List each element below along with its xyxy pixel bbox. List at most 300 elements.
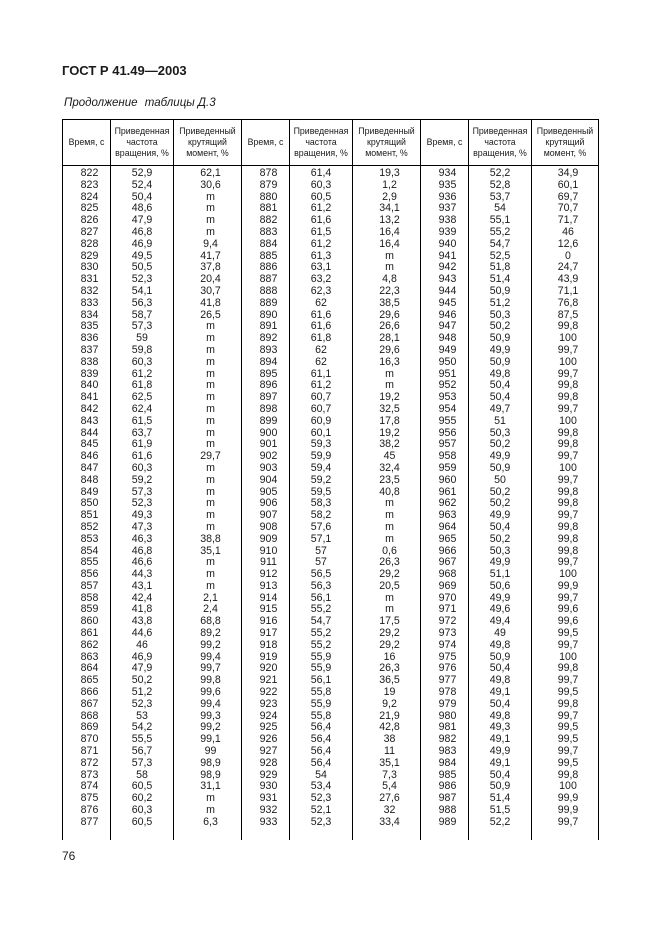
cell-torque: 13,2	[353, 215, 421, 227]
cell-time: 830	[63, 262, 111, 274]
cell-time: 869	[63, 722, 111, 734]
cell-torque: 9,4	[174, 239, 242, 251]
cell-torque: 0	[532, 251, 599, 263]
cell-speed: 46,8	[111, 546, 174, 558]
cell-torque: 99,6	[532, 604, 599, 616]
cell-torque: 99,7	[532, 640, 599, 652]
cell-torque: 99,3	[174, 711, 242, 723]
cell-torque: 99,7	[532, 475, 599, 487]
table-row	[63, 227, 599, 239]
cell-time: 852	[63, 522, 111, 534]
cell-time: 878	[242, 166, 290, 180]
cell-torque: 29,7	[174, 451, 242, 463]
table-row	[63, 463, 599, 475]
cell-torque: 23,5	[353, 475, 421, 487]
table-row	[63, 239, 599, 251]
cell-torque: 28,1	[353, 333, 421, 345]
cell-torque: 99,6	[174, 687, 242, 699]
header-torque-2: Приведенный крутящий момент, %	[353, 120, 421, 166]
cell-torque: 99,7	[532, 711, 599, 723]
cell-time: 978	[421, 687, 469, 699]
cell-time: 985	[421, 770, 469, 782]
cell-torque: 29,2	[353, 569, 421, 581]
cell-torque: 69,7	[532, 192, 599, 204]
cell-speed: 46	[111, 640, 174, 652]
cell-time: 842	[63, 404, 111, 416]
table-row	[63, 166, 599, 180]
cell-time: 922	[242, 687, 290, 699]
cell-speed: 51,4	[469, 793, 532, 805]
cell-time: 894	[242, 357, 290, 369]
cell-torque: 0,6	[353, 546, 421, 558]
cell-speed: 50,4	[469, 380, 532, 392]
cell-torque: 99,8	[532, 534, 599, 546]
cell-speed: 50,2	[469, 321, 532, 333]
cell-time: 903	[242, 463, 290, 475]
cell-time: 905	[242, 487, 290, 499]
cell-torque: 99,5	[532, 722, 599, 734]
cell-time: 896	[242, 380, 290, 392]
page-number: 76	[62, 849, 76, 863]
cell-torque: 36,5	[353, 675, 421, 687]
cell-time: 838	[63, 357, 111, 369]
cell-time: 854	[63, 546, 111, 558]
cell-speed: 43,1	[111, 581, 174, 593]
cell-speed: 49,9	[469, 451, 532, 463]
cell-speed: 60,3	[111, 463, 174, 475]
cell-speed: 49,4	[469, 616, 532, 628]
cell-torque: 20,4	[174, 274, 242, 286]
cell-time: 912	[242, 569, 290, 581]
cell-time: 946	[421, 310, 469, 322]
cell-time: 833	[63, 298, 111, 310]
cell-speed: 54,7	[469, 239, 532, 251]
cell-torque: m	[174, 793, 242, 805]
cell-time: 937	[421, 203, 469, 215]
cell-time: 822	[63, 166, 111, 180]
cell-time: 876	[63, 805, 111, 817]
cell-speed: 50,4	[469, 699, 532, 711]
cell-speed: 52,3	[111, 274, 174, 286]
cell-speed: 61,2	[290, 380, 353, 392]
cell-torque: 100	[532, 569, 599, 581]
cell-time: 932	[242, 805, 290, 817]
cell-speed: 56,1	[290, 675, 353, 687]
cell-speed: 51,5	[469, 805, 532, 817]
cell-speed: 53	[111, 711, 174, 723]
cell-torque: 99,8	[532, 498, 599, 510]
cell-torque: 99,7	[532, 369, 599, 381]
cell-speed: 60,3	[111, 805, 174, 817]
cell-speed: 44,3	[111, 569, 174, 581]
cell-time: 847	[63, 463, 111, 475]
cell-torque: 99,8	[532, 439, 599, 451]
cell-speed: 41,8	[111, 604, 174, 616]
cell-torque: 99,8	[532, 380, 599, 392]
cell-time: 970	[421, 593, 469, 605]
cell-speed: 46,9	[111, 652, 174, 664]
cell-speed: 60,1	[290, 428, 353, 440]
cell-speed: 50	[469, 475, 532, 487]
cell-speed: 60,5	[111, 781, 174, 793]
cell-time: 927	[242, 746, 290, 758]
cell-torque: 41,7	[174, 251, 242, 263]
cell-torque: 99,8	[532, 770, 599, 782]
cell-time: 861	[63, 628, 111, 640]
document-title: ГОСТ Р 41.49—2003	[62, 63, 187, 78]
cell-speed: 51,2	[469, 298, 532, 310]
cell-speed: 50,4	[469, 392, 532, 404]
cell-torque: 37,8	[174, 262, 242, 274]
cell-torque: 99,7	[532, 451, 599, 463]
cell-speed: 57,6	[290, 522, 353, 534]
cell-time: 901	[242, 439, 290, 451]
cell-torque: 45	[353, 451, 421, 463]
cell-torque: m	[174, 345, 242, 357]
cell-time: 867	[63, 699, 111, 711]
cell-time: 823	[63, 180, 111, 192]
cell-torque: 99,8	[532, 522, 599, 534]
table-row	[63, 522, 599, 534]
cell-speed: 49,6	[469, 604, 532, 616]
cell-time: 829	[63, 251, 111, 263]
cell-torque: 2,9	[353, 192, 421, 204]
cell-speed: 50,2	[469, 439, 532, 451]
cell-speed: 63,7	[111, 428, 174, 440]
cell-time: 960	[421, 475, 469, 487]
cell-time: 976	[421, 663, 469, 675]
cell-speed: 52,2	[469, 166, 532, 180]
cell-speed: 49,9	[469, 510, 532, 522]
cell-torque: m	[174, 227, 242, 239]
cell-time: 844	[63, 428, 111, 440]
spacer-cell	[421, 829, 469, 841]
cell-torque: 40,8	[353, 487, 421, 499]
cell-speed: 49,8	[469, 711, 532, 723]
cell-speed: 55,8	[290, 687, 353, 699]
cell-time: 868	[63, 711, 111, 723]
cell-speed: 52,3	[290, 793, 353, 805]
cell-torque: 35,1	[353, 758, 421, 770]
cell-time: 825	[63, 203, 111, 215]
cell-speed: 50,4	[111, 192, 174, 204]
cell-time: 837	[63, 345, 111, 357]
cell-torque: 99,5	[532, 758, 599, 770]
cell-speed: 56,4	[290, 722, 353, 734]
cell-torque: 100	[532, 463, 599, 475]
cell-time: 888	[242, 286, 290, 298]
cell-time: 907	[242, 510, 290, 522]
cell-torque: 99,9	[532, 581, 599, 593]
cell-speed: 56,4	[290, 746, 353, 758]
cell-speed: 56,4	[290, 758, 353, 770]
table-row	[63, 298, 599, 310]
header-torque-3: Приведенный крутящий момент, %	[532, 120, 599, 166]
cell-speed: 49,1	[469, 758, 532, 770]
cell-speed: 49,8	[469, 369, 532, 381]
cell-speed: 57,3	[111, 487, 174, 499]
cell-time: 954	[421, 404, 469, 416]
cell-time: 947	[421, 321, 469, 333]
cell-torque: 26,3	[353, 663, 421, 675]
cell-time: 921	[242, 675, 290, 687]
cell-time: 839	[63, 369, 111, 381]
cell-speed: 52,5	[469, 251, 532, 263]
spacer-cell	[469, 829, 532, 841]
cell-speed: 46,3	[111, 534, 174, 546]
cell-torque: m	[174, 203, 242, 215]
cell-speed: 48,6	[111, 203, 174, 215]
cell-torque: 29,6	[353, 345, 421, 357]
cell-time: 879	[242, 180, 290, 192]
header-speed-1: Приведенная частота вращения, %	[111, 120, 174, 166]
cell-torque: m	[174, 557, 242, 569]
cell-time: 977	[421, 675, 469, 687]
cell-torque: 99,7	[532, 510, 599, 522]
cell-speed: 49,5	[111, 251, 174, 263]
cell-speed: 60,2	[111, 793, 174, 805]
cell-torque: m	[174, 463, 242, 475]
cell-speed: 52,3	[111, 498, 174, 510]
table-row	[63, 286, 599, 298]
cell-time: 953	[421, 392, 469, 404]
cell-time: 911	[242, 557, 290, 569]
cell-speed: 56,4	[290, 734, 353, 746]
cell-speed: 57,1	[290, 534, 353, 546]
spacer-cell	[532, 829, 599, 841]
cell-torque: 33,4	[353, 817, 421, 829]
cell-torque: m	[174, 522, 242, 534]
cell-time: 884	[242, 239, 290, 251]
cell-torque: 17,8	[353, 416, 421, 428]
cell-torque: 70,7	[532, 203, 599, 215]
cell-speed: 54,1	[111, 286, 174, 298]
header-torque-1: Приведенный крутящий момент, %	[174, 120, 242, 166]
cell-speed: 59,3	[290, 439, 353, 451]
cell-time: 914	[242, 593, 290, 605]
cell-time: 950	[421, 357, 469, 369]
cell-time: 897	[242, 392, 290, 404]
cell-torque: 29,6	[353, 310, 421, 322]
cell-speed: 50,3	[469, 310, 532, 322]
cell-speed: 49,1	[469, 687, 532, 699]
cell-speed: 59,4	[290, 463, 353, 475]
cell-speed: 58,3	[290, 498, 353, 510]
cell-torque: 99,7	[532, 817, 599, 829]
cell-speed: 50,9	[469, 652, 532, 664]
cell-torque: 99,8	[532, 321, 599, 333]
cell-speed: 47,3	[111, 522, 174, 534]
header-time-1: Время, с	[63, 120, 111, 166]
cell-time: 834	[63, 310, 111, 322]
cell-speed: 61,1	[290, 369, 353, 381]
cell-time: 961	[421, 487, 469, 499]
cell-torque: 27,6	[353, 793, 421, 805]
cell-time: 883	[242, 227, 290, 239]
cell-speed: 50,2	[469, 534, 532, 546]
cell-torque: 99,7	[532, 746, 599, 758]
caption-table-reference: таблицы Д.3	[144, 97, 216, 109]
cell-torque: 21,9	[353, 711, 421, 723]
cell-time: 968	[421, 569, 469, 581]
cell-speed: 56,7	[111, 746, 174, 758]
cell-torque: 16,4	[353, 227, 421, 239]
cell-speed: 61,2	[290, 239, 353, 251]
cell-speed: 56,3	[111, 298, 174, 310]
cell-speed: 55,8	[290, 711, 353, 723]
cell-torque: 19	[353, 687, 421, 699]
cell-torque: 38,2	[353, 439, 421, 451]
cell-time: 891	[242, 321, 290, 333]
cell-torque: m	[353, 251, 421, 263]
cell-time: 858	[63, 593, 111, 605]
cell-speed: 60,3	[111, 357, 174, 369]
cell-torque: 16,3	[353, 357, 421, 369]
cell-time: 864	[63, 663, 111, 675]
header-speed-2: Приведенная частота вращения, %	[290, 120, 353, 166]
cell-speed: 49,3	[111, 510, 174, 522]
cell-torque: 99,8	[532, 428, 599, 440]
table-row	[63, 404, 599, 416]
cell-time: 971	[421, 604, 469, 616]
cell-speed: 60,9	[290, 416, 353, 428]
cell-speed: 49,9	[469, 593, 532, 605]
cell-speed: 50,3	[469, 428, 532, 440]
cell-torque: 29,2	[353, 640, 421, 652]
cell-speed: 55,2	[290, 604, 353, 616]
cell-speed: 58,2	[290, 510, 353, 522]
cell-time: 887	[242, 274, 290, 286]
cell-torque: 99,8	[532, 663, 599, 675]
table-header	[63, 120, 599, 166]
cell-speed: 59,5	[290, 487, 353, 499]
cell-torque: 62,1	[174, 166, 242, 180]
cell-time: 930	[242, 781, 290, 793]
cell-speed: 55,9	[290, 652, 353, 664]
cell-speed: 55,1	[469, 215, 532, 227]
cell-time: 859	[63, 604, 111, 616]
cell-time: 881	[242, 203, 290, 215]
cell-time: 832	[63, 286, 111, 298]
cell-torque: m	[353, 593, 421, 605]
cell-torque: m	[174, 475, 242, 487]
table-row	[63, 475, 599, 487]
cell-torque: 4,8	[353, 274, 421, 286]
cell-time: 902	[242, 451, 290, 463]
cell-time: 898	[242, 404, 290, 416]
cell-torque: m	[353, 262, 421, 274]
cell-speed: 50,4	[469, 663, 532, 675]
cell-time: 944	[421, 286, 469, 298]
cell-time: 893	[242, 345, 290, 357]
cell-torque: 22,3	[353, 286, 421, 298]
cell-torque: 32,5	[353, 404, 421, 416]
cell-torque: 99,8	[532, 487, 599, 499]
table-row	[63, 357, 599, 369]
cell-torque: 29,2	[353, 628, 421, 640]
cell-speed: 59,2	[111, 475, 174, 487]
cell-speed: 53,4	[290, 781, 353, 793]
cell-torque: 26,3	[353, 557, 421, 569]
cell-time: 855	[63, 557, 111, 569]
cell-torque: 99,4	[174, 699, 242, 711]
cell-speed: 47,9	[111, 663, 174, 675]
cell-time: 872	[63, 758, 111, 770]
cell-speed: 55,9	[290, 663, 353, 675]
cell-speed: 50,4	[469, 770, 532, 782]
cell-time: 860	[63, 616, 111, 628]
table-row	[63, 817, 599, 829]
cell-torque: 17,5	[353, 616, 421, 628]
cell-time: 908	[242, 522, 290, 534]
cell-time: 975	[421, 652, 469, 664]
cell-time: 886	[242, 262, 290, 274]
cell-torque: m	[174, 357, 242, 369]
cell-torque: 99,7	[174, 663, 242, 675]
cell-speed: 52,2	[469, 817, 532, 829]
table-row	[63, 534, 599, 546]
cell-torque: 100	[532, 333, 599, 345]
cell-time: 824	[63, 192, 111, 204]
cell-speed: 60,7	[290, 404, 353, 416]
cell-time: 865	[63, 675, 111, 687]
table-body	[63, 166, 599, 841]
cell-torque: 99,4	[174, 652, 242, 664]
cell-speed: 58,7	[111, 310, 174, 322]
cell-torque: 99,2	[174, 722, 242, 734]
cell-speed: 50,2	[111, 675, 174, 687]
cell-speed: 50,9	[469, 357, 532, 369]
cell-time: 933	[242, 817, 290, 829]
cell-time: 934	[421, 166, 469, 180]
cell-torque: 99,5	[532, 734, 599, 746]
cell-torque: 99,2	[174, 640, 242, 652]
cell-speed: 62,4	[111, 404, 174, 416]
cell-speed: 52,8	[469, 180, 532, 192]
cell-speed: 62	[290, 345, 353, 357]
cell-speed: 46,6	[111, 557, 174, 569]
cell-speed: 50,3	[469, 546, 532, 558]
cell-time: 863	[63, 652, 111, 664]
caption-text: Продолжение	[64, 97, 138, 109]
cell-torque: 99,5	[532, 687, 599, 699]
header-time-3: Время, с	[421, 120, 469, 166]
cell-speed: 61,6	[290, 310, 353, 322]
cell-time: 870	[63, 734, 111, 746]
cell-speed: 53,7	[469, 192, 532, 204]
data-table	[62, 119, 599, 840]
cell-speed: 52,3	[111, 699, 174, 711]
cell-speed: 44,6	[111, 628, 174, 640]
cell-torque: 26,5	[174, 310, 242, 322]
cell-speed: 50,9	[469, 333, 532, 345]
cell-time: 843	[63, 416, 111, 428]
cell-speed: 49,9	[469, 746, 532, 758]
cell-torque: 2,4	[174, 604, 242, 616]
cell-speed: 55,2	[290, 640, 353, 652]
cell-torque: 68,8	[174, 616, 242, 628]
cell-time: 880	[242, 192, 290, 204]
cell-speed: 62,5	[111, 392, 174, 404]
cell-torque: m	[353, 534, 421, 546]
cell-torque: 30,6	[174, 180, 242, 192]
cell-torque: 100	[532, 357, 599, 369]
cell-torque: 99,7	[532, 675, 599, 687]
cell-time: 828	[63, 239, 111, 251]
cell-speed: 42,4	[111, 593, 174, 605]
cell-torque: m	[174, 404, 242, 416]
cell-torque: 32	[353, 805, 421, 817]
